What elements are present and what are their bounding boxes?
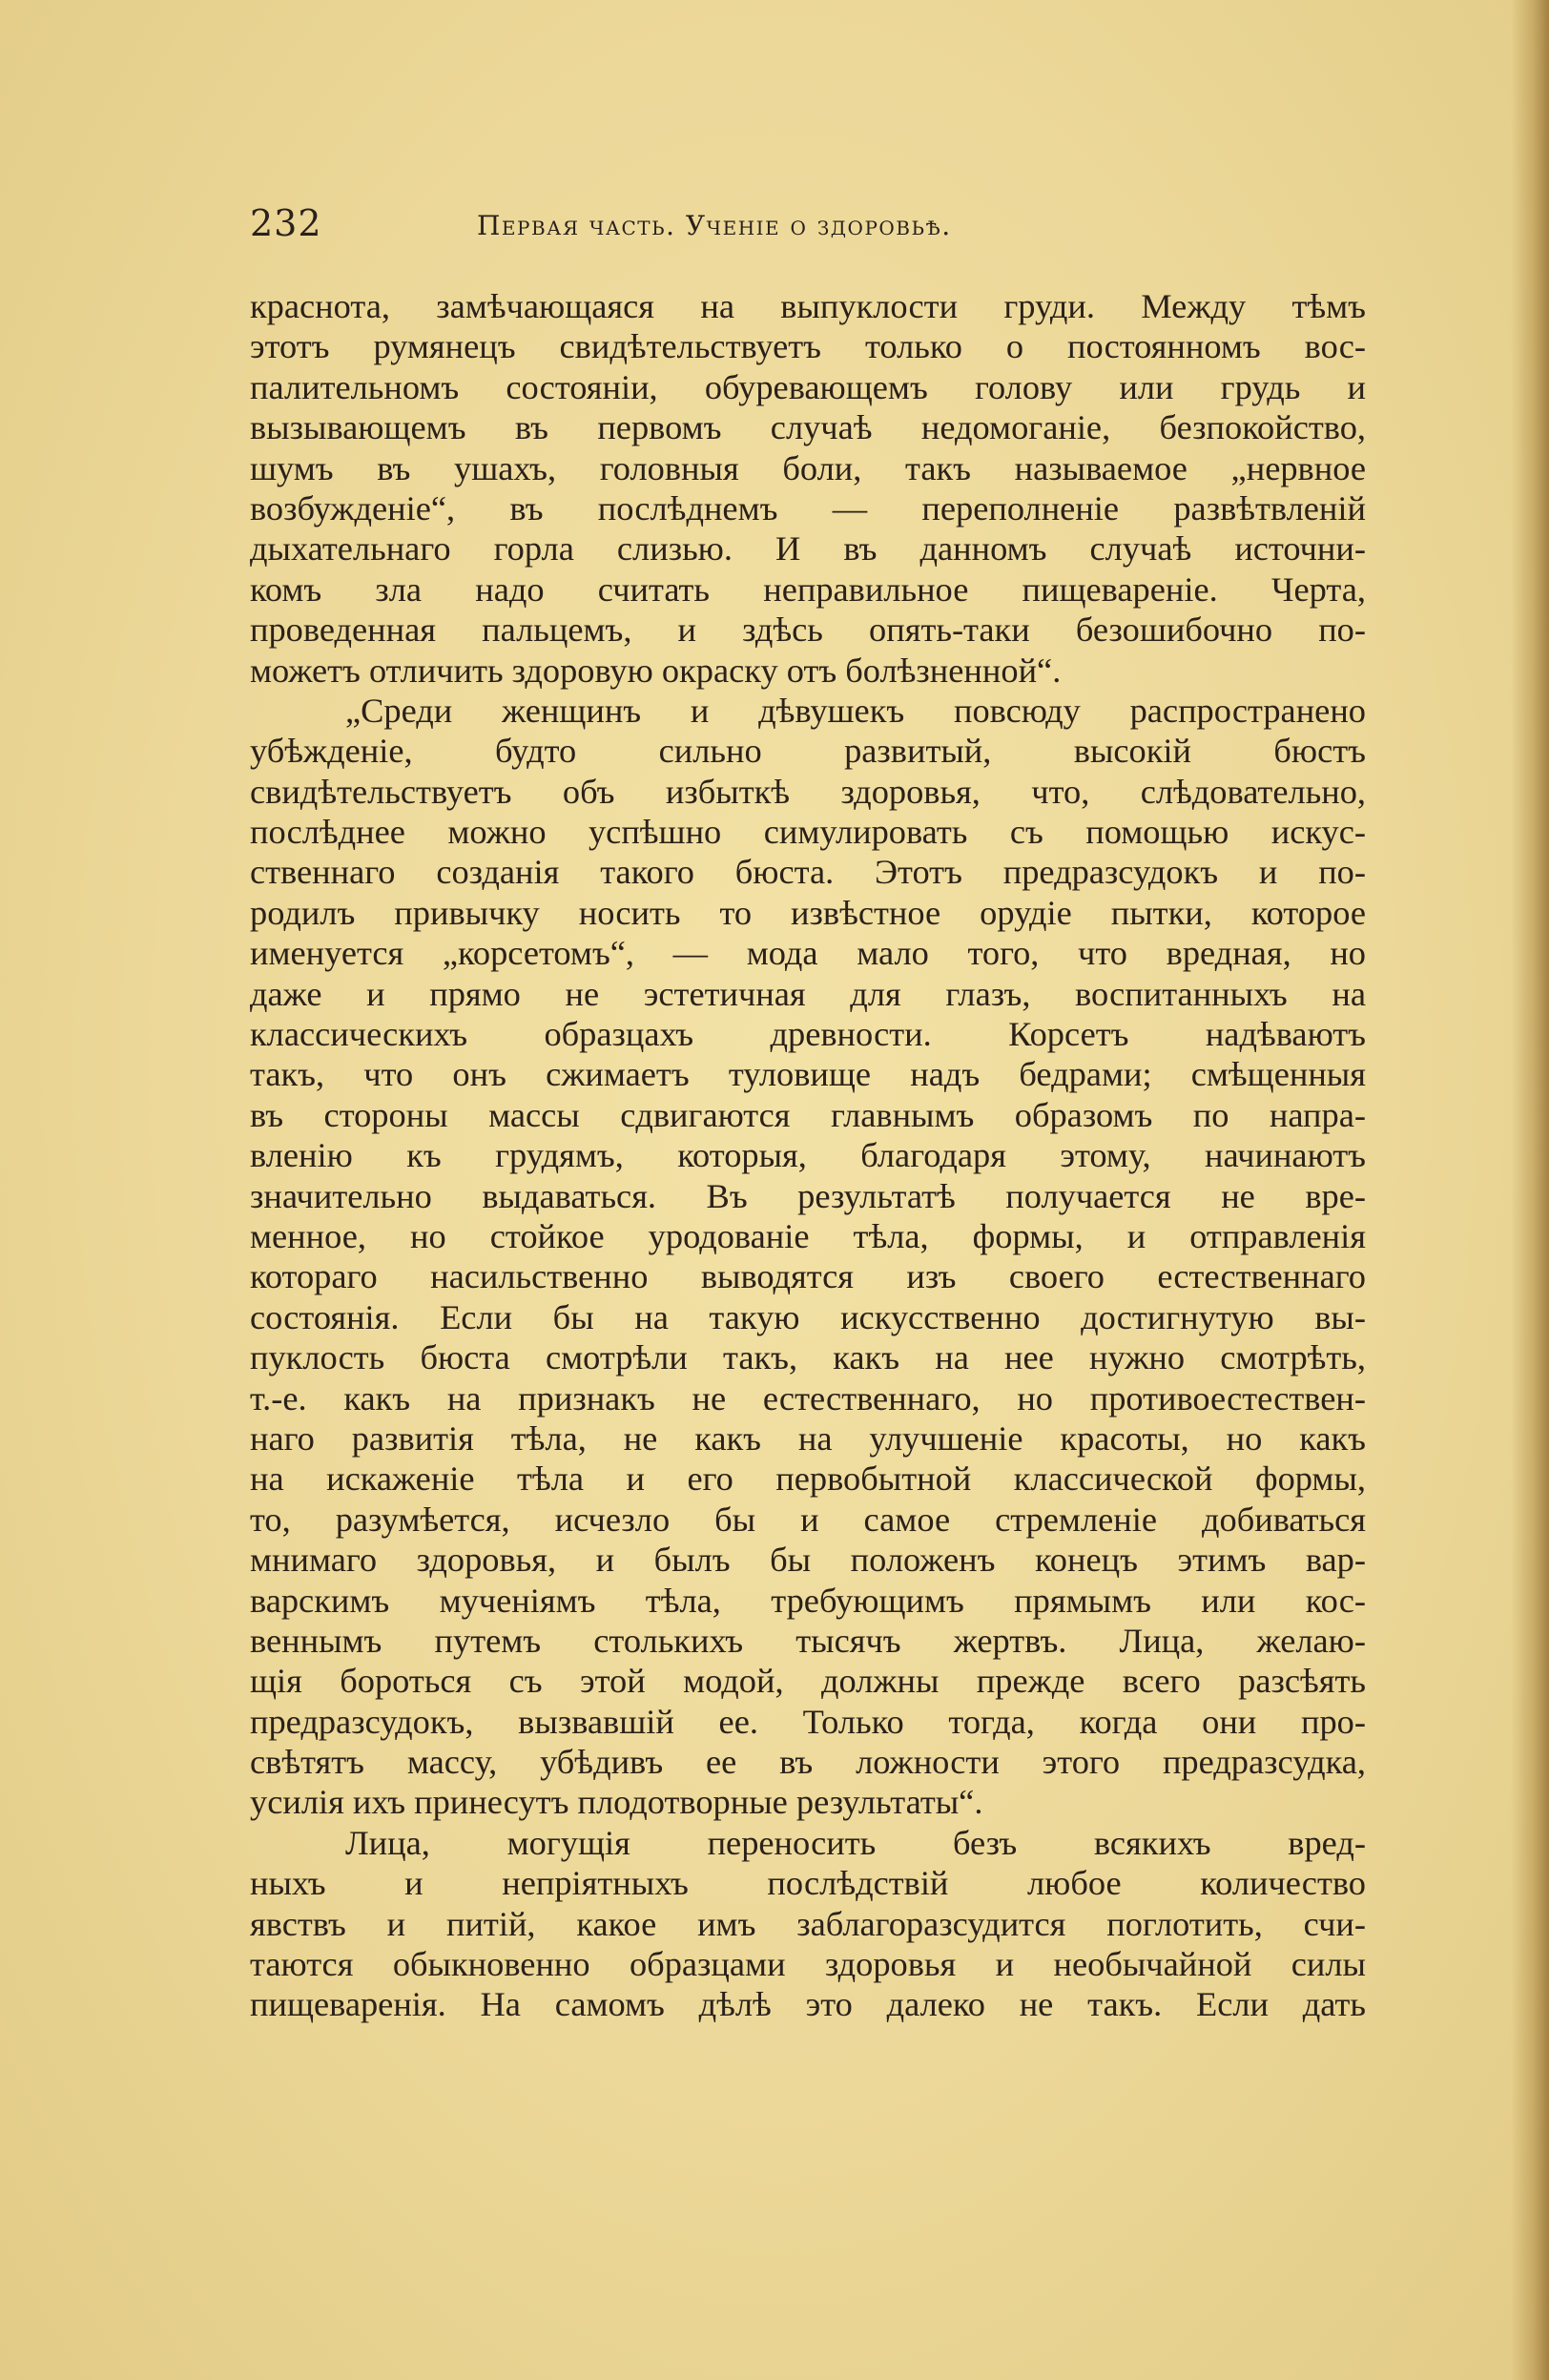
text-line: на искаженіе тѣла и его первобытной классической формы, <box>250 1459 1366 1499</box>
text-line: краснота, замѣчающаяся на выпуклости груди. Между тѣмъ <box>250 287 1366 325</box>
text-line: комъ зла надо считать неправильное пищевареніе. Черта, <box>250 569 1366 609</box>
text-line: этотъ румянецъ свидѣтельствуетъ только о постоянномъ вос- <box>250 327 1366 366</box>
page-number: 232 <box>250 202 322 244</box>
text-line: ственнаго созданія такого бюста. Этотъ предразсудокъ и по- <box>250 853 1366 892</box>
text-line: свѣтятъ массу, убѣдивъ ее въ ложности этого предразсудка, <box>250 1743 1366 1782</box>
running-head-title: Первая часть. Ученіе о здоровьѣ. <box>477 210 952 241</box>
text-line: проведенная пальцемъ, и здѣсь опять-таки безошибочно по- <box>250 611 1366 650</box>
text-line: вленію къ грудямъ, которыя, благодаря этому, начинаютъ <box>250 1136 1366 1175</box>
text-line: въ стороны массы сдвигаются главнымъ образомъ по напра- <box>250 1095 1366 1134</box>
text-line: даже и прямо не эстетичная для глазъ, воспитанныхъ на <box>250 974 1366 1013</box>
text-line: пуклость бюста смотрѣли такъ, какъ на нее нужно смотрѣть, <box>250 1338 1366 1377</box>
text-line: свидѣтельствуетъ объ избыткѣ здоровья, что, слѣдовательно, <box>250 772 1366 811</box>
text-line: состоянія. Если бы на такую искусственно достигнутую вы- <box>250 1297 1366 1336</box>
text-line: т.-е. какъ на признакъ не естественнаго, но противоестествен- <box>250 1378 1366 1418</box>
text-line: явствъ и питій, какое имъ заблагоразсудится поглотить, счи- <box>250 1904 1366 1943</box>
paragraph-1 <box>250 286 1366 691</box>
text-line: такъ, что онъ сжимаетъ туловище надъ бедрами; смѣщенныя <box>250 1055 1366 1094</box>
text-line: именуется „корсетомъ“, — мода мало того, что вредная, но <box>250 934 1366 973</box>
body-text <box>250 286 1366 2025</box>
text-line: менное, но стойкое уродованіе тѣла, формы, и отправленія <box>250 1216 1366 1255</box>
text-line: Лица, могущія переносить безъ всякихъ вред- <box>345 1823 1366 1862</box>
text-line: котораго насильственно выводятся изъ своего естественнаго <box>250 1257 1366 1296</box>
text-line: „Среди женщинъ и дѣвушекъ повсюду распространено <box>345 691 1366 730</box>
text-line: предразсудокъ, вызвавшій ее. Только тогда, когда они про- <box>250 1702 1366 1741</box>
page-spine-shadow <box>1511 0 1549 2380</box>
text-line: родилъ привычку носить то извѣстное орудіе пытки, которое <box>250 893 1366 932</box>
text-line: веннымъ путемъ столькихъ тысячъ жертвъ. Лица, желаю- <box>250 1621 1366 1660</box>
paragraph-2 <box>250 691 1366 1823</box>
text-line: наго развитія тѣла, не какъ на улучшеніе красоты, но какъ <box>250 1418 1366 1458</box>
text-line: убѣжденіе, будто сильно развитый, высокій бюстъ <box>250 732 1366 771</box>
text-line: возбужденіе“, въ послѣднемъ — переполненіе развѣтвленій <box>250 488 1366 528</box>
text-line: послѣднее можно успѣшно симулировать съ помощью искус- <box>250 813 1366 852</box>
text-line: таются обыкновенно образцами здоровья и необычайной силы <box>250 1945 1366 1984</box>
text-line: усилія ихъ принесутъ плодотворные результаты“. <box>250 1783 983 1822</box>
text-line: ныхъ и непріятныхъ послѣдствій любое количество <box>250 1864 1366 1903</box>
paragraph-3 <box>250 1823 1366 2025</box>
text-line: вызывающемъ въ первомъ случаѣ недомоганіе, безпокойство, <box>250 408 1366 447</box>
text-line: классическихъ образцахъ древности. Корсетъ надѣваютъ <box>250 1015 1366 1054</box>
text-line: значительно выдаваться. Въ результатѣ получается не вре- <box>250 1176 1366 1215</box>
text-line: шумъ въ ушахъ, головныя боли, такъ называемое „нервное <box>250 448 1366 487</box>
text-line: палительномъ состояніи, обуревающемъ голову или грудь и <box>250 367 1366 406</box>
text-line: дыхательнаго горла слизью. И въ данномъ случаѣ источни- <box>250 529 1366 569</box>
text-line: пищеваренія. На самомъ дѣлѣ это далеко не такъ. Если дать <box>250 1985 1366 2024</box>
running-head <box>250 202 1366 250</box>
text-line: можетъ отличить здоровую окраску отъ болѣзненной“. <box>250 651 1062 690</box>
text-line: варскимъ мученіямъ тѣла, требующимъ прямымъ или кос- <box>250 1581 1366 1620</box>
text-line: то, разумѣется, исчезло бы и самое стремленіе добиваться <box>250 1500 1366 1539</box>
text-line: мнимаго здоровья, и былъ бы положенъ конецъ этимъ вар- <box>250 1541 1366 1580</box>
text-line: щія бороться съ этой модой, должны прежде всего разсѣять <box>250 1662 1366 1701</box>
